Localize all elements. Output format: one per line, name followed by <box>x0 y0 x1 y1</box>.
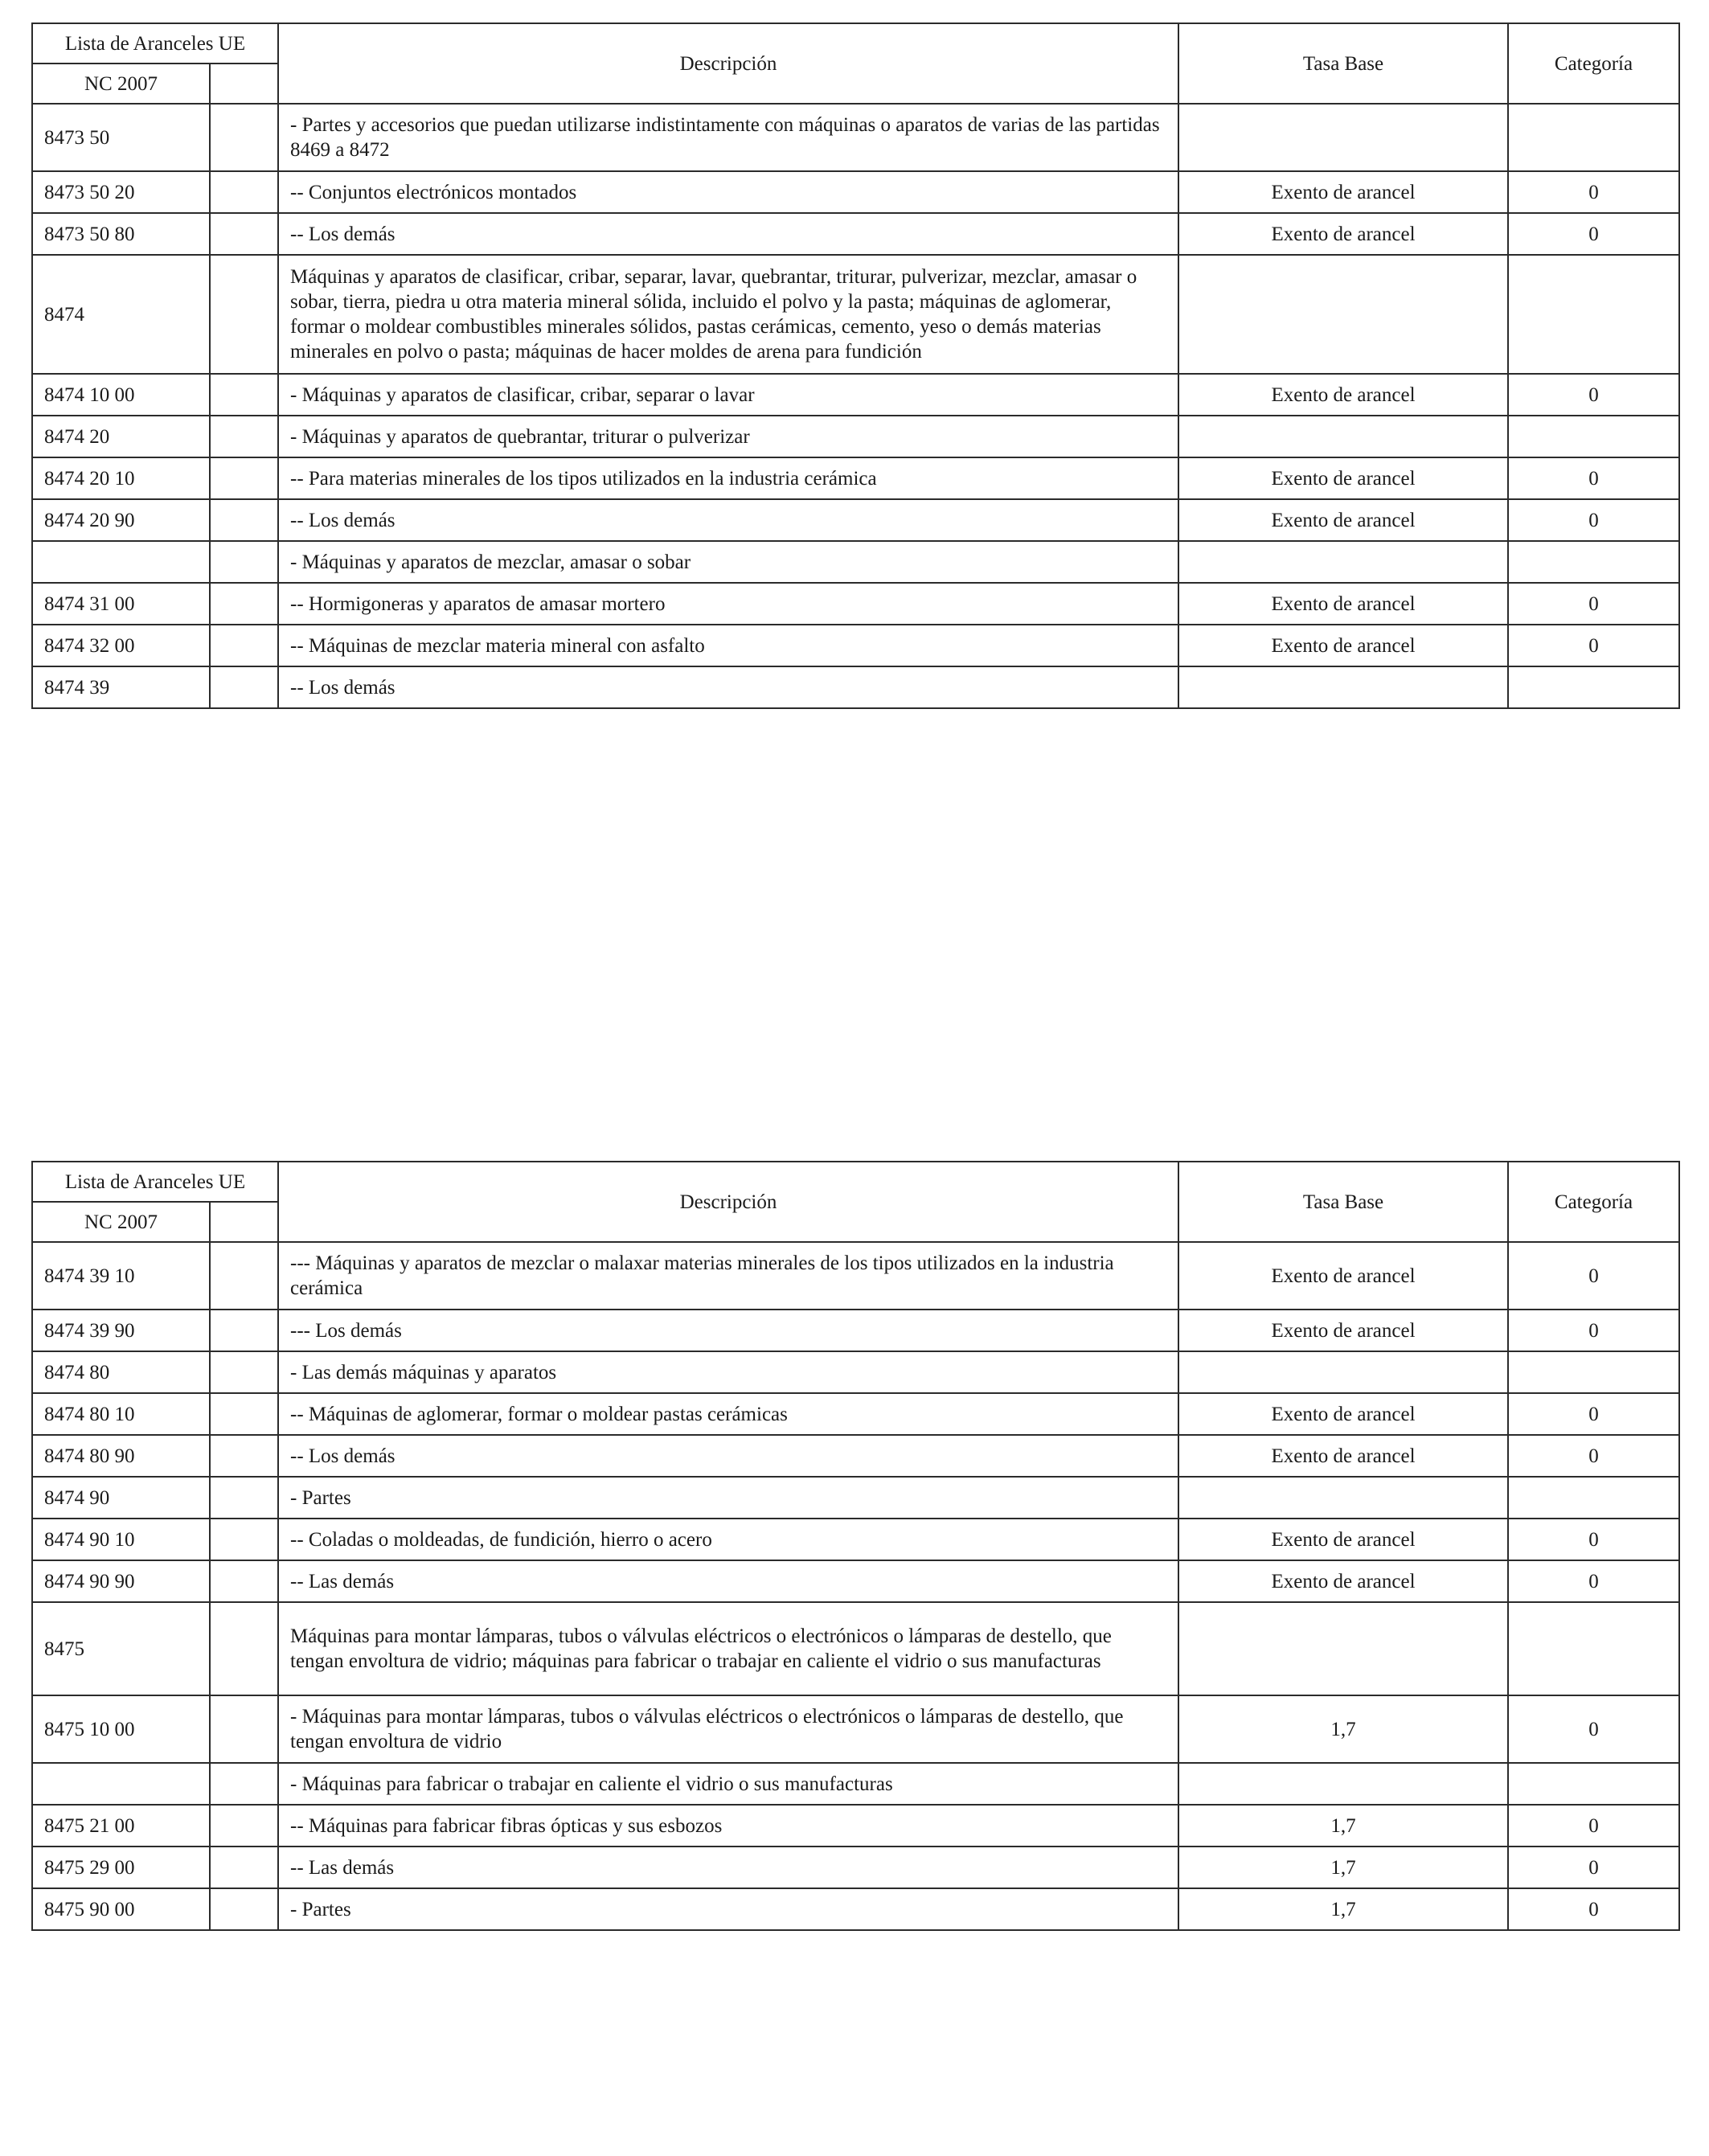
base-rate-cell <box>1178 541 1508 583</box>
table-row <box>32 625 1679 666</box>
cn-code-cell: 8474 39 <box>32 666 210 708</box>
cn-code-cell: 8473 50 <box>32 104 210 171</box>
category-cell <box>1508 416 1679 457</box>
subcode-cell <box>210 374 278 416</box>
base-rate-cell: 1,7 <box>1178 1805 1508 1847</box>
subcode-cell <box>210 541 278 583</box>
cn-code-cell: 8474 80 90 <box>32 1435 210 1477</box>
subcode-cell <box>210 1602 278 1695</box>
base-rate-cell: Exento de arancel <box>1178 625 1508 666</box>
description-cell: - Máquinas y aparatos de mezclar, amasar o sobar <box>278 541 1178 583</box>
description-cell: -- Coladas o moldeadas, de fundición, hierro o acero <box>278 1519 1178 1560</box>
table-row <box>32 1763 1679 1805</box>
table-row <box>32 583 1679 625</box>
table-row <box>32 1477 1679 1519</box>
cn-code-cell <box>32 541 210 583</box>
subcode-cell <box>210 1242 278 1310</box>
description-cell: -- Los demás <box>278 213 1178 255</box>
subcode-cell <box>210 499 278 541</box>
base-rate-cell: Exento de arancel <box>1178 1310 1508 1351</box>
description-cell: - Partes <box>278 1888 1178 1930</box>
subcode-cell <box>210 625 278 666</box>
category-cell <box>1508 666 1679 708</box>
base-rate-cell: 1,7 <box>1178 1847 1508 1888</box>
base-rate-cell: Exento de arancel <box>1178 1242 1508 1310</box>
base-rate-cell <box>1178 1477 1508 1519</box>
subcode-cell <box>210 1519 278 1560</box>
base-rate-cell: Exento de arancel <box>1178 1435 1508 1477</box>
subcode-cell <box>210 1847 278 1888</box>
description-cell: - Máquinas para montar lámparas, tubos o válvulas eléctricos o electrónicos o lámparas de destello, que tengan envoltura de vidrio <box>278 1695 1178 1763</box>
cn-code-cell: 8474 20 10 <box>32 457 210 499</box>
cn-code-cell: 8474 31 00 <box>32 583 210 625</box>
cn-code-cell: 8475 90 00 <box>32 1888 210 1930</box>
category-header: Categoría <box>1508 23 1679 104</box>
base-rate-cell: Exento de arancel <box>1178 499 1508 541</box>
table-row <box>32 104 1679 171</box>
category-cell: 0 <box>1508 374 1679 416</box>
base-rate-cell: Exento de arancel <box>1178 1560 1508 1602</box>
cn-code-cell: 8474 20 90 <box>32 499 210 541</box>
description-cell: -- Los demás <box>278 1435 1178 1477</box>
category-cell: 0 <box>1508 1519 1679 1560</box>
cn-code-cell: 8474 20 <box>32 416 210 457</box>
subcode-cell <box>210 255 278 374</box>
table-row <box>32 666 1679 708</box>
category-cell: 0 <box>1508 171 1679 213</box>
tariff-table-2 <box>31 1161 1680 1931</box>
table-row <box>32 1560 1679 1602</box>
description-cell: -- Conjuntos electrónicos montados <box>278 171 1178 213</box>
table-row <box>32 416 1679 457</box>
table-header <box>32 23 1679 104</box>
nc-header: NC 2007 <box>32 64 210 104</box>
base-rate-cell: Exento de arancel <box>1178 213 1508 255</box>
table-row <box>32 1435 1679 1477</box>
cn-code-cell: 8474 90 <box>32 1477 210 1519</box>
table-header <box>32 1162 1679 1242</box>
subcode-cell <box>210 171 278 213</box>
category-cell: 0 <box>1508 1888 1679 1930</box>
description-cell: Máquinas y aparatos de clasificar, cribar, separar, lavar, quebrantar, triturar, pulverizar, mezclar, amasar o sobar, tierra, piedra u otra materia mineral sólida, incluido el polvo y la pasta; máquinas de aglomerar, formar o moldear combustibles minerales sólidos, pastas cerámicas, cemento, yeso o demás materias minerales en polvo o pasta; máquinas de hacer moldes de arena para fundición <box>278 255 1178 374</box>
base-rate-cell: 1,7 <box>1178 1695 1508 1763</box>
description-cell: -- Máquinas de aglomerar, formar o moldear pastas cerámicas <box>278 1393 1178 1435</box>
base-rate-cell <box>1178 104 1508 171</box>
description-cell: -- Los demás <box>278 666 1178 708</box>
category-cell <box>1508 104 1679 171</box>
table-row <box>32 374 1679 416</box>
cn-code-cell: 8474 39 10 <box>32 1242 210 1310</box>
subcode-cell <box>210 1477 278 1519</box>
category-header: Categoría <box>1508 1162 1679 1242</box>
cn-code-cell: 8474 10 00 <box>32 374 210 416</box>
description-cell: Máquinas para montar lámparas, tubos o válvulas eléctricos o electrónicos o lámparas de destello, que tengan envoltura de vidrio; máquinas para fabricar o trabajar en caliente el vidrio o sus manufacturas <box>278 1602 1178 1695</box>
base-rate-cell: Exento de arancel <box>1178 374 1508 416</box>
category-cell <box>1508 255 1679 374</box>
cn-code-cell: 8473 50 80 <box>32 213 210 255</box>
table-row <box>32 213 1679 255</box>
category-cell: 0 <box>1508 1393 1679 1435</box>
cn-code-cell: 8475 <box>32 1602 210 1695</box>
base-rate-cell <box>1178 666 1508 708</box>
table-row <box>32 1393 1679 1435</box>
subcode-cell <box>210 1763 278 1805</box>
category-cell: 0 <box>1508 625 1679 666</box>
description-cell: --- Los demás <box>278 1310 1178 1351</box>
subcode-cell <box>210 1351 278 1393</box>
cn-code-cell: 8474 90 90 <box>32 1560 210 1602</box>
description-cell: -- Máquinas de mezclar materia mineral con asfalto <box>278 625 1178 666</box>
subcode-cell <box>210 1888 278 1930</box>
base-rate-header: Tasa Base <box>1178 23 1508 104</box>
cn-code-cell: 8474 39 90 <box>32 1310 210 1351</box>
category-cell: 0 <box>1508 583 1679 625</box>
table-row <box>32 1602 1679 1695</box>
category-cell <box>1508 1477 1679 1519</box>
cn-code-cell: 8475 10 00 <box>32 1695 210 1763</box>
subcode-cell <box>210 1805 278 1847</box>
description-cell: -- Máquinas para fabricar fibras ópticas y sus esbozos <box>278 1805 1178 1847</box>
category-cell: 0 <box>1508 1560 1679 1602</box>
cn-code-cell: 8474 80 10 <box>32 1393 210 1435</box>
base-rate-cell: 1,7 <box>1178 1888 1508 1930</box>
table-row <box>32 457 1679 499</box>
subcode-cell <box>210 213 278 255</box>
category-cell <box>1508 1351 1679 1393</box>
tariff-table-1 <box>31 23 1680 709</box>
base-rate-cell <box>1178 416 1508 457</box>
tariff-body-2 <box>32 1242 1679 1930</box>
nc-header: NC 2007 <box>32 1202 210 1242</box>
subcode-cell <box>210 1695 278 1763</box>
description-cell: -- Las demás <box>278 1560 1178 1602</box>
base-rate-cell: Exento de arancel <box>1178 1519 1508 1560</box>
description-cell: - Máquinas y aparatos de clasificar, cribar, separar o lavar <box>278 374 1178 416</box>
cn-code-cell: 8475 21 00 <box>32 1805 210 1847</box>
table-row <box>32 1519 1679 1560</box>
category-cell <box>1508 541 1679 583</box>
table-row <box>32 1351 1679 1393</box>
table-row <box>32 1805 1679 1847</box>
subcode-cell <box>210 1310 278 1351</box>
base-rate-cell: Exento de arancel <box>1178 171 1508 213</box>
description-cell: -- Para materias minerales de los tipos utilizados en la industria cerámica <box>278 457 1178 499</box>
base-rate-cell: Exento de arancel <box>1178 457 1508 499</box>
cn-code-cell: 8474 80 <box>32 1351 210 1393</box>
description-cell: - Máquinas y aparatos de quebrantar, triturar o pulverizar <box>278 416 1178 457</box>
table-row <box>32 1888 1679 1930</box>
category-cell: 0 <box>1508 499 1679 541</box>
description-header: Descripción <box>278 1162 1178 1242</box>
subcode-cell <box>210 1435 278 1477</box>
subcode-cell <box>210 104 278 171</box>
description-cell: - Partes <box>278 1477 1178 1519</box>
base-rate-header: Tasa Base <box>1178 1162 1508 1242</box>
subcode-cell <box>210 583 278 625</box>
table-row <box>32 1310 1679 1351</box>
table-row <box>32 499 1679 541</box>
base-rate-cell: Exento de arancel <box>1178 1393 1508 1435</box>
description-cell: - Partes y accesorios que puedan utilizarse indistintamente con máquinas o aparatos de varias de las partidas 8469 a 8472 <box>278 104 1178 171</box>
cn-code-cell: 8473 50 20 <box>32 171 210 213</box>
subcode-cell <box>210 1393 278 1435</box>
category-cell: 0 <box>1508 1695 1679 1763</box>
cn-code-cell: 8475 29 00 <box>32 1847 210 1888</box>
empty-header-cell <box>210 64 278 104</box>
empty-header-cell <box>210 1202 278 1242</box>
description-cell: - Máquinas para fabricar o trabajar en caliente el vidrio o sus manufacturas <box>278 1763 1178 1805</box>
base-rate-cell <box>1178 255 1508 374</box>
schedule-header: Lista de Aranceles UE <box>32 23 278 64</box>
category-cell <box>1508 1763 1679 1805</box>
base-rate-cell <box>1178 1351 1508 1393</box>
category-cell: 0 <box>1508 1435 1679 1477</box>
category-cell <box>1508 1602 1679 1695</box>
subcode-cell <box>210 666 278 708</box>
cn-code-cell: 8474 90 10 <box>32 1519 210 1560</box>
description-cell: -- Las demás <box>278 1847 1178 1888</box>
table-row <box>32 541 1679 583</box>
tariff-body-1 <box>32 104 1679 708</box>
description-header: Descripción <box>278 23 1178 104</box>
table-row <box>32 1695 1679 1763</box>
subcode-cell <box>210 457 278 499</box>
table-row <box>32 1242 1679 1310</box>
cn-code-cell: 8474 32 00 <box>32 625 210 666</box>
category-cell: 0 <box>1508 1847 1679 1888</box>
base-rate-cell: Exento de arancel <box>1178 583 1508 625</box>
cn-code-cell <box>32 1763 210 1805</box>
description-cell: - Las demás máquinas y aparatos <box>278 1351 1178 1393</box>
schedule-header: Lista de Aranceles UE <box>32 1162 278 1202</box>
category-cell: 0 <box>1508 1805 1679 1847</box>
subcode-cell <box>210 1560 278 1602</box>
base-rate-cell <box>1178 1763 1508 1805</box>
base-rate-cell <box>1178 1602 1508 1695</box>
table-row <box>32 1847 1679 1888</box>
description-cell: -- Los demás <box>278 499 1178 541</box>
category-cell: 0 <box>1508 213 1679 255</box>
cn-code-cell: 8474 <box>32 255 210 374</box>
category-cell: 0 <box>1508 457 1679 499</box>
category-cell: 0 <box>1508 1310 1679 1351</box>
category-cell: 0 <box>1508 1242 1679 1310</box>
description-cell: -- Hormigoneras y aparatos de amasar mortero <box>278 583 1178 625</box>
subcode-cell <box>210 416 278 457</box>
description-cell: --- Máquinas y aparatos de mezclar o malaxar materias minerales de los tipos utilizados en la industria cerámica <box>278 1242 1178 1310</box>
table-row <box>32 255 1679 374</box>
table-row <box>32 171 1679 213</box>
